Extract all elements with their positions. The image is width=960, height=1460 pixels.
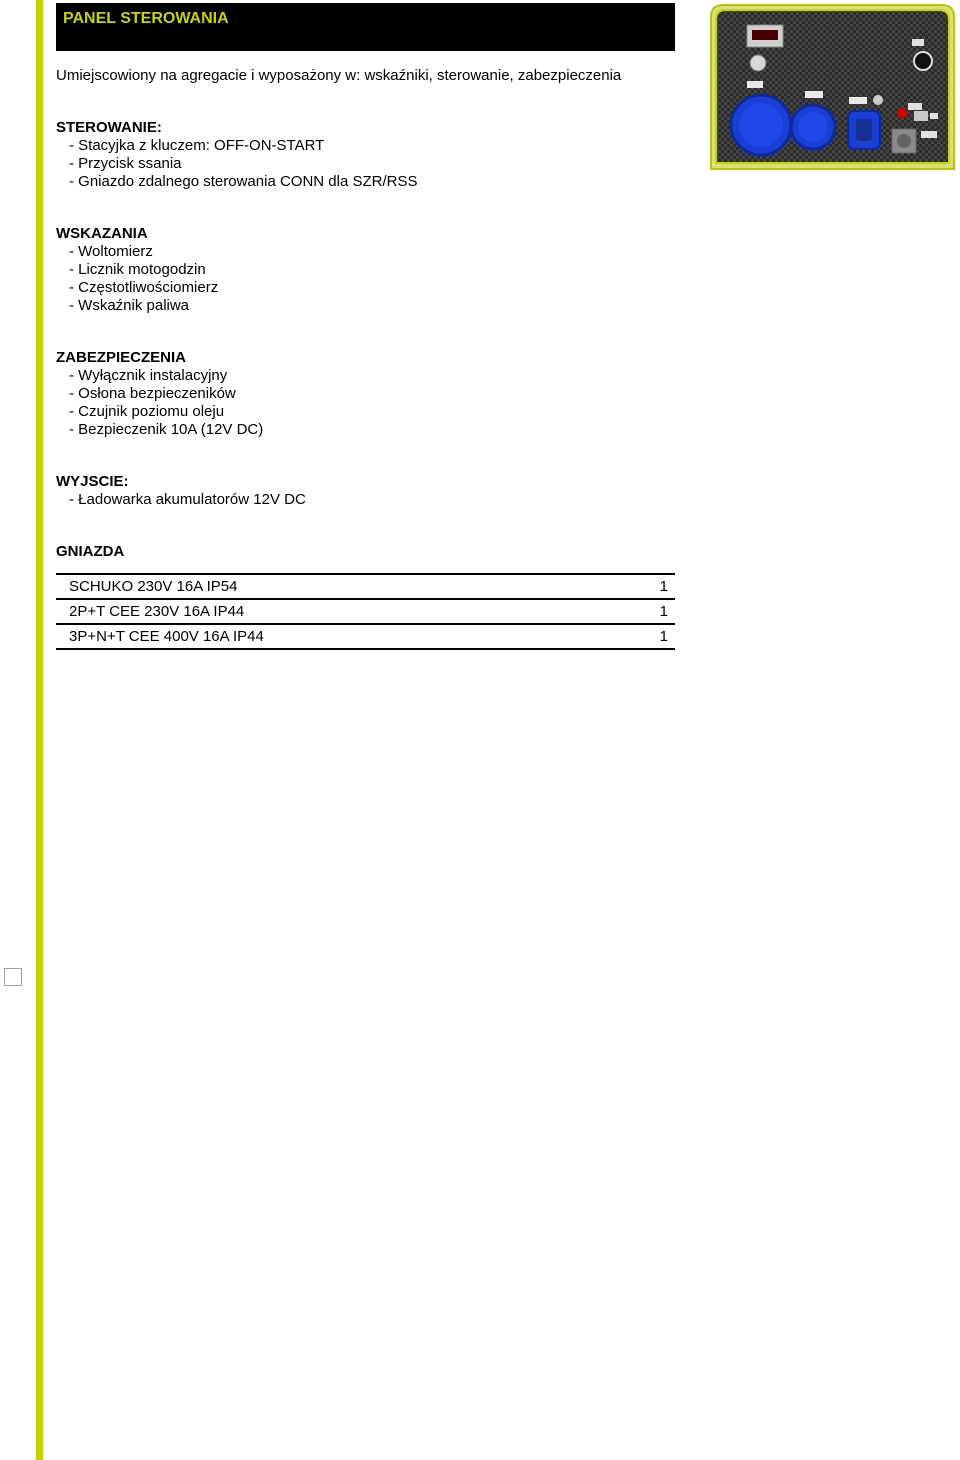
title-bar xyxy=(56,3,675,51)
list-item: - Ładowarka akumulatorów 12V DC xyxy=(69,491,306,508)
list-item: - Przycisk ssania xyxy=(69,155,182,172)
section-title: WSKAZANIA xyxy=(56,225,148,242)
generator-control-panel-image xyxy=(709,3,956,172)
section-protections xyxy=(56,349,675,439)
list-item: - Czujnik poziomu oleju xyxy=(69,403,225,420)
accent-bar xyxy=(36,0,43,1460)
socket-name: SCHUKO 230V 16A IP54 xyxy=(69,578,238,595)
socket-count: 1 xyxy=(659,628,668,645)
list-item: - Stacyjka z kluczem: OFF-ON-START xyxy=(69,137,325,154)
table-row xyxy=(56,625,675,650)
sockets-table xyxy=(56,573,675,650)
checkbox[interactable] xyxy=(4,968,22,986)
spec-content xyxy=(56,3,675,650)
section-indicators xyxy=(56,225,675,315)
socket-count: 1 xyxy=(659,603,668,620)
list-item: - Bezpieczenik 10A (12V DC) xyxy=(69,421,264,438)
page-title: PANEL STEROWANIA xyxy=(63,10,229,27)
section-output xyxy=(56,473,675,509)
list-item: - Wyłącznik instalacyjny xyxy=(69,367,228,384)
socket-count: 1 xyxy=(659,578,668,595)
list-item: - Częstotliwościomierz xyxy=(69,279,219,296)
table-row xyxy=(56,600,675,625)
list-item: - Gniazdo zdalnego sterowania CONN dla SZR/RSS xyxy=(69,173,418,190)
list-item: - Osłona bezpieczeników xyxy=(69,385,236,402)
socket-name: 2P+T CEE 230V 16A IP44 xyxy=(69,603,245,620)
intro-text: Umiejscowiony na agregacie i wyposażony w: wskaźniki, sterowanie, zabezpieczenia xyxy=(56,67,622,84)
section-title: STEROWANIE: xyxy=(56,119,162,136)
list-item: - Wskaźnik paliwa xyxy=(69,297,190,314)
section-title: ZABEZPIECZENIA xyxy=(56,349,187,366)
section-sockets xyxy=(56,543,675,650)
section-title: WYJSCIE: xyxy=(56,473,129,490)
section-title: GNIAZDA xyxy=(56,543,125,560)
section-controls xyxy=(56,119,675,191)
socket-name: 3P+N+T CEE 400V 16A IP44 xyxy=(69,628,264,645)
table-row xyxy=(56,575,675,600)
list-item: - Licznik motogodzin xyxy=(69,261,206,278)
list-item: - Woltomierz xyxy=(69,243,153,260)
